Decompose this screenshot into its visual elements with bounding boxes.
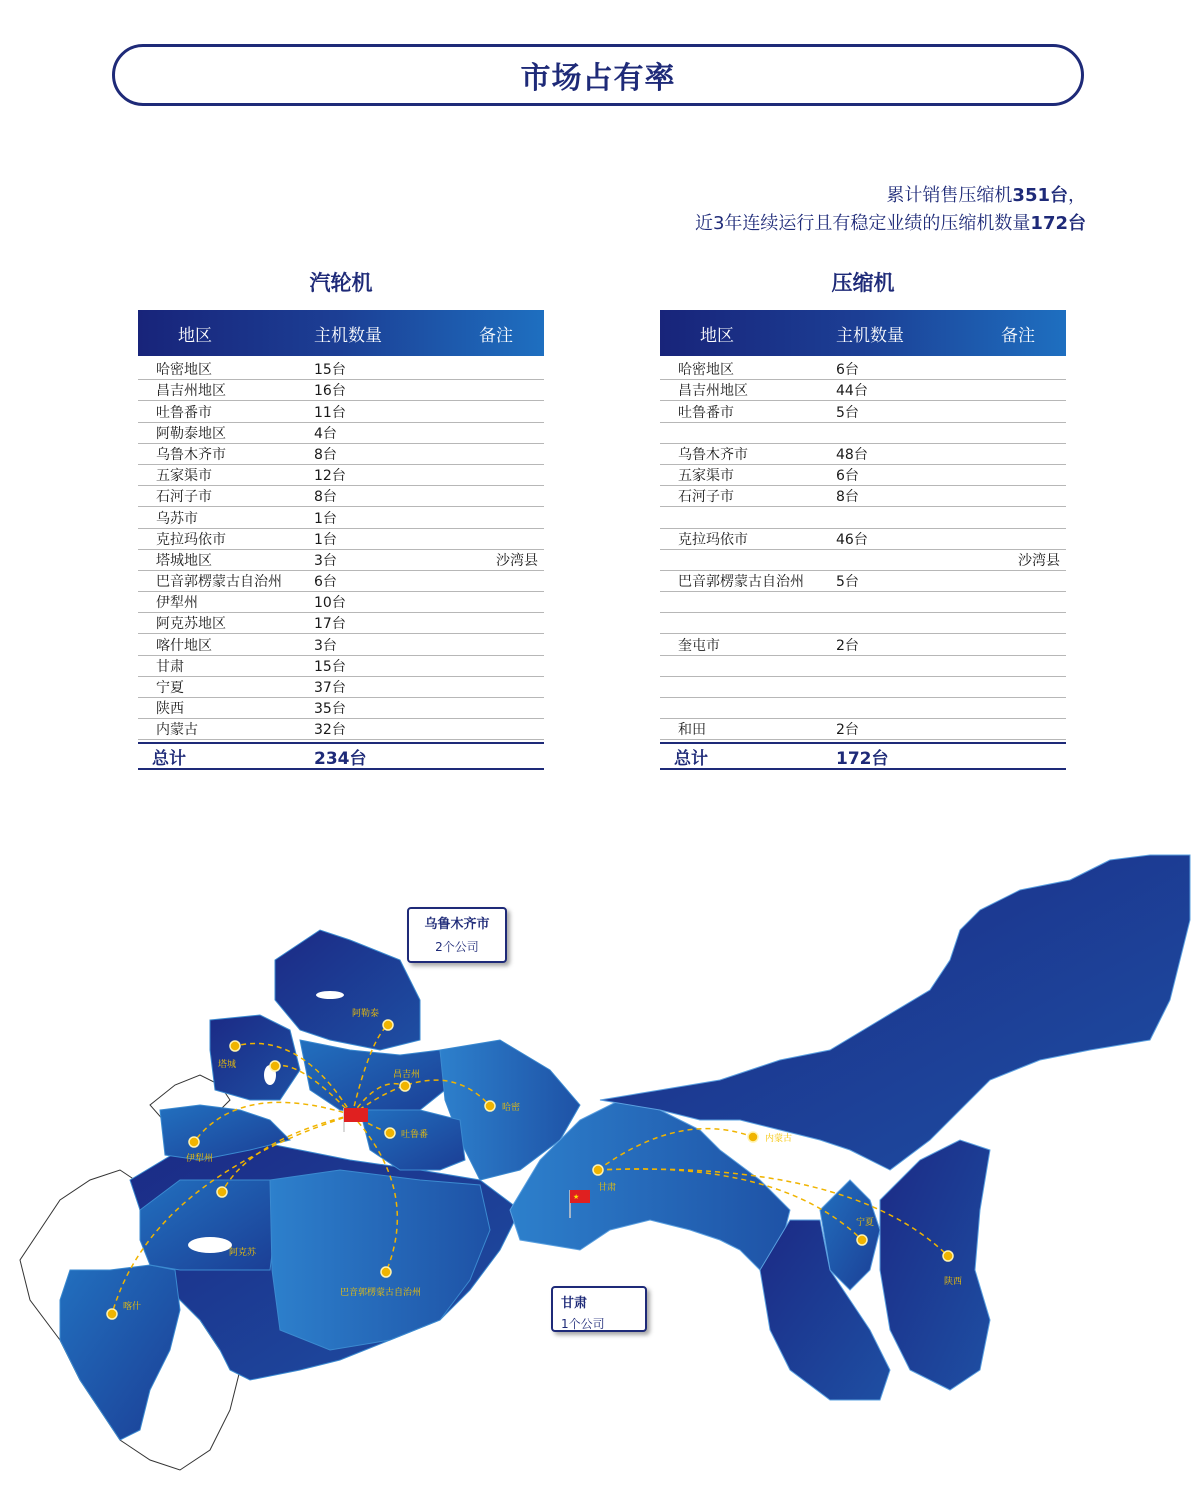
summary-line2-prefix: 近3年连续运行且有稳定业绩的压缩机数量 (694, 213, 1031, 234)
row-note (970, 590, 1066, 591)
header-count: 主机数量 (836, 325, 904, 346)
row-region: 甘肃 (156, 658, 184, 675)
total-value: 172台 (836, 748, 889, 769)
table-row (138, 380, 544, 401)
point-changji (400, 1081, 410, 1091)
row-count: 3台 (314, 552, 337, 569)
tacheng-region (210, 1015, 300, 1100)
point-neimenggu (748, 1132, 758, 1142)
row-count: 32台 (314, 722, 346, 739)
row-note (970, 548, 1066, 549)
header-note: 备注 (479, 325, 513, 346)
row-count: 8台 (314, 489, 337, 506)
row-count: 2台 (836, 637, 859, 654)
row-note (970, 654, 1066, 655)
table-row (138, 613, 544, 634)
header-region: 地区 (178, 325, 212, 346)
point-yili (189, 1137, 199, 1147)
table-row (660, 634, 1066, 655)
row-region (660, 569, 836, 570)
summary-line-1 (695, 182, 1086, 210)
altay-region (275, 930, 420, 1050)
row-count: 6台 (314, 574, 337, 591)
row-note (448, 548, 544, 549)
row-count: 44台 (836, 383, 868, 400)
table-row (660, 423, 1066, 444)
label-bayingolin: 巴音郭楞蒙古自治州 (340, 1287, 422, 1297)
table-row (660, 465, 1066, 486)
bayingolin-region (270, 1170, 490, 1350)
row-region (660, 611, 836, 612)
svg-text:★: ★ (573, 1193, 580, 1201)
table-row (660, 529, 1066, 550)
row-note (448, 696, 544, 697)
label-turpan: 吐鲁番 (401, 1129, 429, 1139)
row-note (448, 421, 544, 422)
row-region: 乌鲁木齐市 (678, 446, 748, 463)
point-tacheng (230, 1041, 240, 1051)
header-count: 主机数量 (314, 325, 382, 346)
row-note (970, 738, 1066, 739)
row-note (448, 399, 544, 400)
changji-region (300, 1040, 445, 1115)
row-count (836, 611, 970, 612)
table-row (660, 592, 1066, 613)
row-note (448, 611, 544, 612)
row-region: 阿勒泰地区 (156, 425, 226, 442)
lake (188, 1237, 232, 1253)
row-note (970, 463, 1066, 464)
row-note (970, 717, 1066, 718)
table-row (138, 656, 544, 677)
total-label: 总计 (674, 748, 708, 769)
row-note (448, 717, 544, 718)
row-count: 12台 (314, 468, 346, 485)
table-row (660, 486, 1066, 507)
turbine-total-row (138, 742, 544, 770)
row-count: 1台 (314, 531, 337, 548)
row-region: 克拉玛依市 (678, 531, 748, 548)
row-note (448, 527, 544, 528)
total-value: 234台 (314, 748, 367, 769)
point-gansu (593, 1165, 603, 1175)
row-region: 巴音郭楞蒙古自治州 (156, 574, 282, 591)
row-region: 昌吉州地区 (678, 383, 748, 400)
summary-line2-value: 172台 (1030, 213, 1086, 234)
table-row (138, 634, 544, 655)
row-count (836, 717, 970, 718)
table-row (138, 465, 544, 486)
table-row (660, 380, 1066, 401)
row-region: 乌苏市 (156, 510, 198, 527)
summary-line1-suffix: ， (1068, 185, 1086, 206)
row-region (660, 696, 836, 697)
compressor-table-header (660, 310, 1066, 356)
row-count: 3台 (314, 637, 337, 654)
row-note (970, 399, 1066, 400)
row-region (660, 442, 836, 443)
turbine-table (138, 268, 544, 770)
row-note (970, 527, 1066, 528)
callout-urumqi (407, 907, 507, 963)
label-shaanxi: 陕西 (944, 1276, 963, 1286)
row-note: 沙湾县 (496, 552, 538, 569)
row-count: 8台 (836, 489, 859, 506)
table-row (660, 656, 1066, 677)
table-row (138, 401, 544, 422)
total-label: 总计 (152, 748, 186, 769)
region-map (0, 850, 1200, 1487)
row-region: 塔城地区 (156, 552, 212, 569)
table-row (660, 719, 1066, 740)
row-note (970, 632, 1066, 633)
row-note (448, 505, 544, 506)
compressor-total-row (660, 742, 1066, 770)
row-region (660, 527, 836, 528)
table-row (660, 401, 1066, 422)
table-row (660, 571, 1066, 592)
table-row (138, 698, 544, 719)
row-region: 巴音郭楞蒙古自治州 (678, 574, 804, 591)
row-count (836, 569, 970, 570)
neimenggu-region (600, 855, 1190, 1170)
row-count: 6台 (836, 468, 859, 485)
callout-urumqi-subtitle: 2个公司 (435, 940, 479, 954)
compressor-table-body (660, 359, 1066, 740)
row-note (970, 505, 1066, 506)
row-count: 2台 (836, 722, 859, 739)
row-region: 五家渠市 (156, 468, 212, 485)
row-count: 15台 (314, 362, 346, 379)
label-changji: 昌吉州 (393, 1069, 421, 1079)
summary-line1-prefix: 累计销售压缩机 (886, 185, 1013, 206)
row-count (836, 696, 970, 697)
shaanxi-region (880, 1140, 990, 1390)
row-region: 哈密地区 (678, 362, 734, 379)
turbine-table-body (138, 359, 544, 740)
sales-summary (695, 182, 1086, 238)
row-region: 哈密地区 (156, 362, 212, 379)
summary-line-2 (695, 210, 1086, 238)
row-count: 37台 (314, 680, 346, 696)
callout-gansu-title: 甘肃 (561, 1296, 588, 1311)
row-note (448, 738, 544, 739)
lake (316, 991, 344, 999)
label-gansu: 甘肃 (598, 1182, 617, 1192)
row-note (448, 463, 544, 464)
header-note: 备注 (1001, 325, 1035, 346)
row-count: 46台 (836, 531, 868, 548)
map-svg (0, 850, 1200, 1487)
header-region: 地区 (700, 325, 734, 346)
table-row (660, 698, 1066, 719)
table-row (138, 677, 544, 698)
row-region (660, 717, 836, 718)
row-count: 5台 (836, 574, 859, 591)
point-ningxia (857, 1235, 867, 1245)
turbine-table-header (138, 310, 544, 356)
table-row (660, 613, 1066, 634)
row-note (970, 484, 1066, 485)
table-row (138, 359, 544, 380)
row-count: 48台 (836, 446, 868, 463)
row-count: 8台 (314, 446, 337, 463)
point-altay (383, 1020, 393, 1030)
row-region: 和田 (678, 722, 706, 739)
turbine-table-title: 汽轮机 (309, 271, 373, 295)
row-region: 乌鲁木齐市 (156, 446, 226, 463)
row-count: 4台 (314, 425, 337, 442)
callout-gansu (551, 1286, 647, 1332)
row-region (660, 632, 836, 633)
row-region: 石河子市 (678, 489, 734, 506)
row-count: 11台 (314, 404, 346, 421)
point-bayingolin (381, 1267, 391, 1277)
label-tacheng: 塔城 (218, 1059, 237, 1069)
row-count: 15台 (314, 658, 346, 675)
row-note (448, 654, 544, 655)
row-note (448, 675, 544, 676)
table-row (138, 507, 544, 528)
compressor-table-title: 压缩机 (831, 271, 895, 295)
row-count: 35台 (314, 701, 346, 718)
point-hami (485, 1101, 495, 1111)
label-yili: 伊犁州 (186, 1153, 214, 1163)
row-note (448, 484, 544, 485)
row-note (970, 378, 1066, 379)
point-turpan (385, 1128, 395, 1138)
label-ningxia: 宁夏 (856, 1217, 875, 1227)
row-count (836, 632, 970, 633)
row-count (836, 527, 970, 528)
row-region: 奎屯市 (678, 637, 720, 654)
row-note (448, 590, 544, 591)
row-count: 10台 (314, 595, 346, 612)
row-note (448, 632, 544, 633)
table-row (660, 359, 1066, 380)
row-note (970, 611, 1066, 612)
row-region: 吐鲁番市 (156, 404, 212, 421)
row-count: 17台 (314, 616, 346, 633)
table-row (138, 444, 544, 465)
row-note (970, 696, 1066, 697)
table-row (138, 571, 544, 592)
label-hami: 哈密 (502, 1102, 521, 1112)
callout-gansu-subtitle: 1个公司 (561, 1317, 605, 1331)
row-region: 昌吉州地区 (156, 383, 226, 400)
row-note (448, 442, 544, 443)
table-row (138, 423, 544, 444)
row-region: 克拉玛依市 (156, 531, 226, 548)
table-row (660, 507, 1066, 528)
row-region (660, 675, 836, 676)
summary-line1-value: 351台 (1012, 185, 1068, 206)
point-aksu (217, 1187, 227, 1197)
table-row (138, 719, 544, 740)
point-shaanxi (943, 1251, 953, 1261)
row-region: 喀什地区 (156, 637, 212, 654)
row-region: 内蒙古 (156, 722, 198, 739)
callout-urumqi-title: 乌鲁木齐市 (424, 917, 490, 932)
turpan-region (360, 1110, 465, 1170)
row-region: 吐鲁番市 (678, 404, 734, 421)
row-count: 16台 (314, 383, 346, 400)
row-count (836, 675, 970, 676)
row-count: 1台 (314, 510, 337, 527)
table-row (138, 486, 544, 507)
label-aksu: 阿克苏 (229, 1247, 257, 1257)
row-region: 五家渠市 (678, 468, 734, 485)
table-row (138, 592, 544, 613)
row-note (970, 442, 1066, 443)
table-row (138, 550, 544, 571)
row-note (970, 675, 1066, 676)
point-kashgar (107, 1309, 117, 1319)
row-region: 陕西 (156, 701, 184, 718)
table-row (660, 677, 1066, 698)
row-region: 宁夏 (156, 680, 184, 696)
row-count: 5台 (836, 404, 859, 421)
table-row (660, 550, 1066, 571)
label-neimenggu: 内蒙古 (765, 1133, 793, 1143)
title-banner (112, 44, 1084, 106)
row-note (970, 421, 1066, 422)
row-note (448, 378, 544, 379)
label-kashgar: 喀什 (123, 1301, 142, 1311)
label-altay: 阿勒泰 (352, 1008, 380, 1018)
compressor-table (660, 268, 1066, 770)
table-row (660, 444, 1066, 465)
row-region: 阿克苏地区 (156, 616, 226, 633)
row-count (836, 442, 970, 443)
row-region: 石河子市 (156, 489, 212, 506)
table-row (138, 529, 544, 550)
page-title: 市场占有率 (520, 61, 676, 96)
row-region: 伊犁州 (156, 595, 198, 612)
row-count: 6台 (836, 362, 859, 379)
point-karamay (270, 1061, 280, 1071)
row-note: 沙湾县 (1018, 552, 1060, 569)
